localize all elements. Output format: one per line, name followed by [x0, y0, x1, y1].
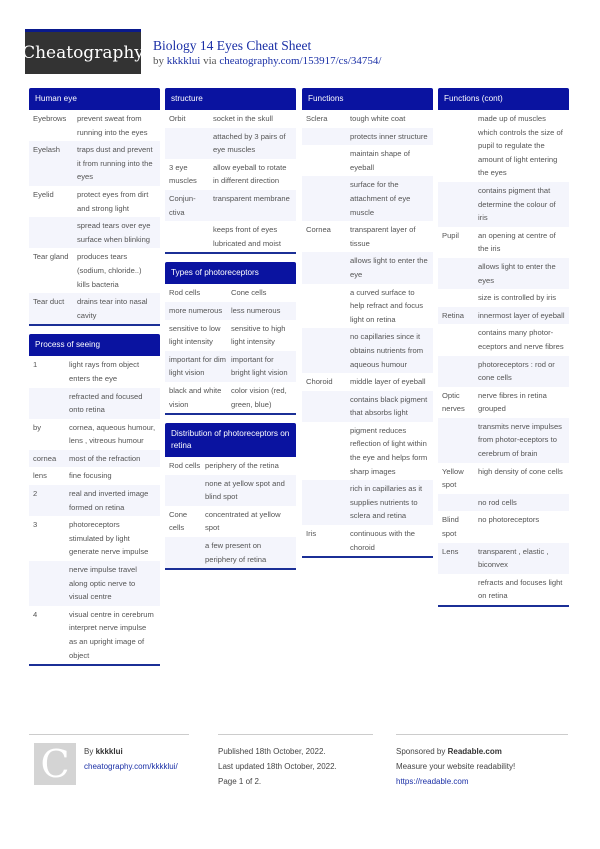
row-value: less numerous: [231, 305, 281, 315]
table-row: [438, 387, 569, 418]
table-row: [29, 388, 160, 419]
footer-author-name[interactable]: kkkklui: [95, 747, 123, 756]
row-value: an opening at centre of the iris: [478, 230, 556, 254]
row-value: middle layer of eyeball: [350, 377, 426, 387]
row-key: [306, 147, 350, 174]
row-value: prevent sweat from running into the eyes: [77, 114, 148, 137]
row-value: surface for the attachment of eye muscle: [350, 180, 411, 217]
section-functions: [302, 88, 433, 558]
row-key: [442, 260, 478, 287]
footer-author-link[interactable]: cheatography.com/kkkklui/: [84, 762, 178, 771]
sponsor-link[interactable]: https://readable.com: [396, 777, 469, 786]
table-row: [438, 110, 569, 182]
row-key: [306, 424, 350, 478]
row-key: [442, 112, 478, 180]
section-title: Types of photoreceptors: [165, 262, 296, 284]
table-row: [302, 128, 433, 146]
row-key: [169, 223, 213, 250]
table-row: [165, 159, 296, 190]
table-row: [29, 293, 160, 324]
section-title: Process of seeing: [29, 334, 160, 356]
table-row: [438, 289, 569, 307]
sponsor-tagline: Measure your website readability!: [396, 762, 516, 771]
row-key: Conjun-ctiva: [169, 193, 196, 217]
row-key: [33, 390, 69, 417]
row-value: Cone cells: [231, 288, 267, 298]
row-key: 3: [33, 520, 38, 530]
footer-dates: [218, 734, 373, 789]
author-link[interactable]: kkkklui: [166, 55, 201, 67]
footer-author: [29, 734, 189, 794]
table-row: [302, 391, 433, 422]
table-row: [302, 525, 433, 556]
row-value: nerve impulse travel along optic nerve to visual centre: [69, 565, 137, 602]
table-row: [165, 475, 296, 506]
row-value: fine focusing: [69, 471, 112, 481]
row-value: refracts and focuses light on retina: [478, 577, 563, 601]
row-key: [169, 477, 205, 504]
by-prefix: by: [153, 55, 164, 67]
row-value: color vision (red, green, blue): [231, 385, 287, 409]
table-row: [29, 356, 160, 387]
section-functions-cont: [438, 88, 569, 607]
published-date: Published 18th October, 2022.: [218, 747, 326, 756]
row-key: 4: [33, 609, 38, 619]
row-value: allows light to enter the eye: [350, 256, 428, 279]
row-key: sensitive to low light intensity: [169, 323, 221, 347]
sponsor-name[interactable]: Readable.com: [447, 747, 502, 756]
table-row: [438, 511, 569, 542]
row-value: most of the refraction: [69, 453, 141, 463]
row-value: keeps front of eyes lubricated and moist: [213, 225, 281, 248]
row-value: high density of cone cells: [478, 466, 563, 476]
row-key: Pupil: [442, 230, 459, 240]
row-value: spread tears over eye surface when blinking: [77, 221, 151, 244]
table-row: [302, 110, 433, 128]
row-key: [306, 254, 350, 281]
row-key: Yellow spot: [442, 466, 464, 490]
table-row: [29, 606, 160, 664]
row-key: [306, 130, 350, 144]
row-value: attached by 3 pairs of eye muscles: [213, 131, 286, 155]
row-key: cornea: [33, 453, 57, 463]
row-value: protects inner structure: [350, 131, 428, 141]
row-key: Lens: [442, 546, 459, 556]
table-row: [29, 485, 160, 516]
row-key: [442, 496, 478, 510]
row-key: [442, 420, 478, 461]
table-row: [29, 217, 160, 248]
row-key: Eyelash: [33, 145, 61, 155]
row-value: transmits nerve impulses from photor-eceptors to cerebrum of brain: [478, 421, 562, 459]
page-number: Page 1 of 2.: [218, 777, 262, 786]
table-row: [438, 324, 569, 355]
row-value: contains pigment that determine the colour of iris: [478, 185, 556, 223]
row-value: a curved surface to help refract and focus light on retina: [350, 287, 424, 324]
row-key: Choroid: [306, 377, 333, 387]
table-row: [29, 248, 160, 293]
row-value: no capillaries since it obtains nutrients from aqueous humour: [350, 332, 424, 369]
cheatography-logo[interactable]: Cheatography: [25, 29, 141, 74]
section-title: Functions (cont): [438, 88, 569, 110]
row-key: Tear duct: [33, 297, 65, 307]
table-row: [165, 320, 296, 351]
column-1: [29, 88, 160, 674]
sheet-header: [153, 38, 381, 67]
updated-date: Last updated 18th October, 2022.: [218, 762, 337, 771]
row-value: allow eyeball to rotate in different direction: [213, 162, 287, 186]
row-key: 1: [33, 360, 38, 370]
row-value: photoreceptors stimulated by light generate nerve impulse: [69, 520, 149, 557]
column-2: [165, 88, 296, 578]
avatar: C: [34, 743, 76, 785]
row-value: none at yellow spot and blind spot: [205, 478, 285, 502]
sheet-title[interactable]: Biology 14 Eyes Cheat Sheet: [153, 38, 312, 53]
row-key: [442, 576, 478, 603]
row-value: maintain shape of eyeball: [350, 149, 410, 172]
row-value: protect eyes from dirt and strong light: [77, 189, 149, 213]
row-key: [169, 130, 213, 157]
table-row: [165, 351, 296, 382]
table-row: [438, 356, 569, 387]
table-row: [302, 176, 433, 221]
row-value: important for bright light vision: [231, 354, 288, 378]
row-key: [306, 330, 350, 371]
row-value: transparent layer of tissue: [350, 225, 416, 248]
table-row: [438, 494, 569, 512]
row-key: [306, 178, 350, 219]
row-value: transparent , elastic , biconvex: [478, 546, 549, 570]
row-value: real and inverted image formed on retina: [69, 489, 149, 512]
sheet-url-link[interactable]: cheatography.com/153917/cs/34754/: [219, 55, 382, 67]
table-row: [438, 463, 569, 494]
table-row: [165, 537, 296, 568]
row-key: Optic nerves: [442, 390, 465, 414]
row-value: no photoreceptors: [478, 515, 540, 525]
row-value: pigment reduces reflection of light within the eye and helps form sharp images: [350, 425, 428, 476]
row-key: Sclera: [306, 114, 328, 123]
row-key: Blind spot: [442, 515, 459, 539]
row-key: [442, 358, 478, 385]
row-key: Rod cells: [169, 288, 201, 298]
row-key: Iris: [306, 529, 317, 539]
row-value: produces tears (sodium, chloride..) kills bacteria: [77, 252, 142, 289]
section-title: structure: [165, 88, 296, 110]
row-value: nerve fibres in retina grouped: [478, 390, 547, 414]
row-key: Eyelid: [33, 189, 54, 199]
row-value: light rays from object enters the eye: [69, 360, 140, 383]
section-process-of-seeing: [29, 334, 160, 666]
table-row: [438, 258, 569, 289]
row-value: photoreceptors : rod or cone cells: [478, 359, 555, 383]
row-value: tough white coat: [350, 114, 406, 123]
table-row: [29, 186, 160, 217]
row-key: black and white vision: [169, 385, 222, 409]
by-label: By: [84, 747, 94, 756]
row-value: traps dust and prevent it from running into the eyes: [77, 145, 153, 182]
table-row: [438, 543, 569, 574]
row-key: more numerous: [169, 305, 223, 315]
row-key: lens: [33, 471, 47, 481]
sponsor-prefix: Sponsored by: [396, 747, 446, 756]
table-row: [302, 284, 433, 329]
table-row: [165, 190, 296, 221]
table-row: [438, 182, 569, 227]
table-row: [29, 450, 160, 468]
footer-sponsor: [396, 734, 568, 789]
row-key: Cone cells: [169, 509, 188, 533]
row-key: important for dim light vision: [169, 354, 226, 378]
row-key: Tear gland: [33, 252, 69, 262]
row-value: concentrated at yellow spot: [205, 509, 281, 533]
table-row: [29, 110, 160, 141]
section-human-eye: [29, 88, 160, 326]
row-key: [306, 286, 350, 327]
row-value: transparent membrane: [213, 193, 290, 203]
row-key: [33, 219, 77, 246]
table-row: [302, 221, 433, 252]
table-row: [165, 382, 296, 413]
row-value: socket in the skull: [213, 114, 273, 123]
section-title: Distribution of photoreceptors on retina: [165, 423, 296, 457]
row-value: periphery of the retina: [205, 461, 279, 471]
section-title: Functions: [302, 88, 433, 110]
table-row: [29, 141, 160, 186]
row-key: by: [33, 422, 42, 432]
table-row: [438, 574, 569, 605]
row-value: visual centre in cerebrum interpret nerve impulse as an upright image of object: [69, 609, 154, 660]
via-text: via: [203, 55, 217, 67]
section-types-of-photoreceptors: [165, 262, 296, 415]
row-key: Eyebrows: [33, 114, 67, 123]
table-row: [302, 480, 433, 525]
row-key: 3 eye muscles: [169, 162, 197, 186]
row-key: [442, 184, 478, 225]
table-row: [302, 328, 433, 373]
table-row: [302, 373, 433, 391]
row-key: [169, 539, 205, 566]
byline: [153, 55, 381, 67]
table-row: [165, 302, 296, 320]
section-distribution: [165, 423, 296, 570]
row-key: [442, 326, 478, 353]
row-key: Rod cells: [169, 461, 201, 471]
table-row: [302, 252, 433, 283]
row-value: size is controlled by iris: [478, 293, 557, 303]
row-key: Orbit: [169, 114, 186, 123]
table-row: [165, 284, 296, 302]
row-value: rich in capillaries as it supplies nutrients to sclera and retina: [350, 484, 423, 521]
row-key: Cornea: [306, 225, 331, 235]
row-key: [33, 563, 69, 604]
table-row: [438, 227, 569, 258]
row-key: Retina: [442, 310, 464, 320]
table-row: [165, 457, 296, 475]
section-structure: [165, 88, 296, 254]
row-value: contains many photor-eceptors and nerve fibres: [478, 328, 564, 351]
row-value: refracted and focused onto retina: [69, 391, 143, 415]
row-value: made up of muscles which controls the size of pupil to regulate the amount of light entering the eyes: [478, 114, 563, 178]
table-row: [165, 128, 296, 159]
row-key: [306, 482, 350, 523]
table-row: [165, 221, 296, 252]
section-title: Human eye: [29, 88, 160, 110]
row-value: innermost layer of eyeball: [478, 310, 565, 320]
row-value: allows light to enter the eyes: [478, 261, 556, 285]
row-value: drains tear into nasal cavity: [77, 297, 148, 320]
table-row: [438, 307, 569, 325]
table-row: [438, 418, 569, 463]
table-row: [29, 467, 160, 485]
row-value: continuous with the choroid: [350, 529, 416, 552]
row-value: sensitive to high light intensity: [231, 323, 286, 347]
column-3: [302, 88, 433, 566]
table-row: [29, 561, 160, 606]
row-key: [442, 291, 478, 305]
row-value: cornea, aqueous humour, lens , vitreous humour: [69, 422, 156, 446]
row-value: no rod cells: [478, 497, 517, 507]
table-row: [29, 419, 160, 450]
table-row: [165, 506, 296, 537]
table-row: [29, 516, 160, 561]
row-key: [306, 393, 350, 420]
table-row: [165, 110, 296, 128]
row-value: contains black pigment that absorbs light: [350, 394, 428, 418]
table-row: [302, 145, 433, 176]
column-4: [438, 88, 569, 615]
table-row: [302, 422, 433, 480]
row-value: a few present on periphery of retina: [205, 541, 267, 564]
row-key: 2: [33, 489, 38, 499]
